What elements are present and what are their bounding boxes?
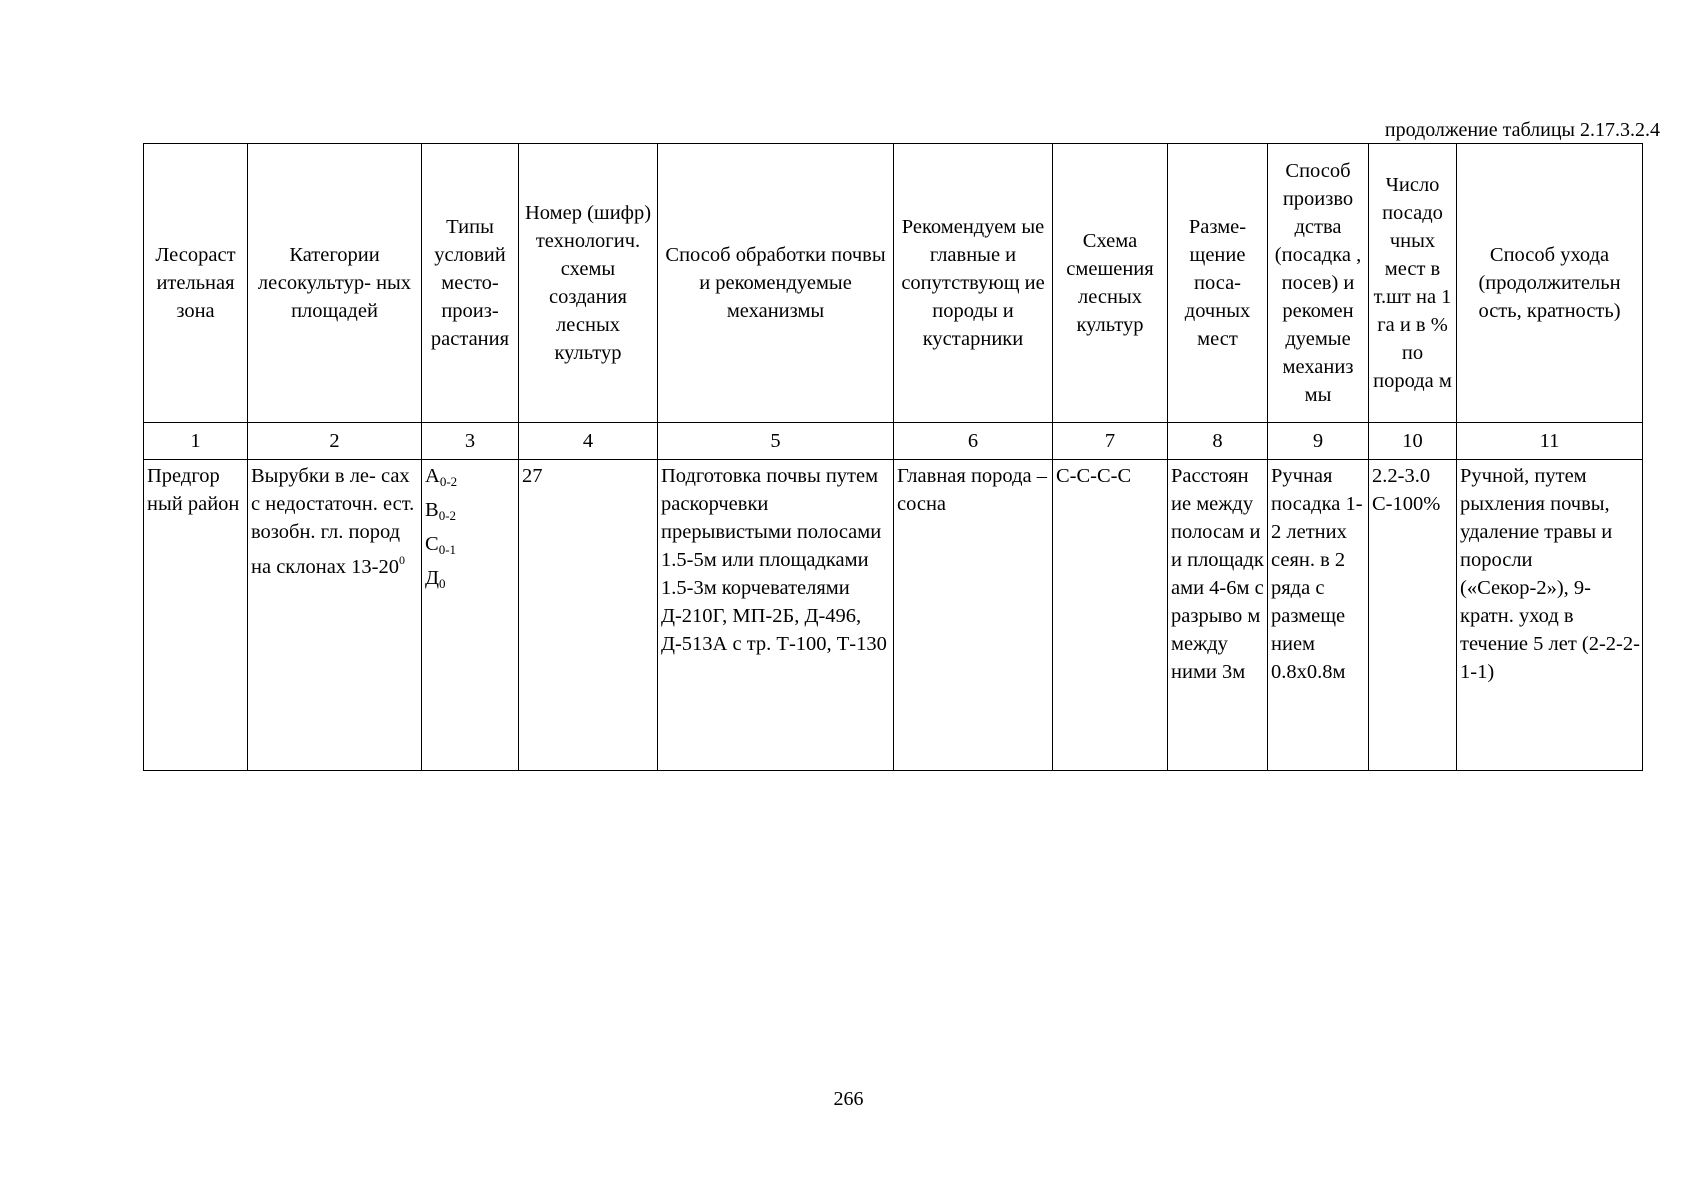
category-degree: 0 (399, 553, 406, 567)
column-number: 9 (1268, 423, 1369, 460)
page-number: 266 (833, 1088, 864, 1110)
column-number: 2 (248, 423, 422, 460)
species-cell: Главная порода – сосна (894, 460, 1053, 771)
column-number: 6 (894, 423, 1053, 460)
header-row (144, 144, 1643, 423)
header-cell: Число посадо чных мест в т.шт на 1 га и в % по порода м (1369, 144, 1457, 423)
table-row (144, 460, 1643, 771)
site-type: $В_{0-2}$ (425, 499, 457, 523)
column-number: 10 (1369, 423, 1457, 460)
production-method-cell: Ручная посадка 1-2 летних сеян. в 2 ряда с размеще нием 0.8х0.8м (1268, 460, 1369, 771)
header-cell: Способ ухода (продолжительн ость, кратность) (1457, 144, 1643, 423)
header-cell: Лесораст ительная зона (144, 144, 248, 423)
header-cell: Схема смешения лесных культур (1053, 144, 1168, 423)
column-number: 11 (1457, 423, 1643, 460)
site-type: $Д_0$ (425, 567, 446, 591)
density-cell: 2.2-3.0 С-100% (1369, 460, 1457, 771)
column-number: 1 (144, 423, 248, 460)
column-number: 4 (519, 423, 658, 460)
header-cell: Способ произво дства (посадка , посев) и рекомен дуемые механиз мы (1268, 144, 1369, 423)
category-text: Вырубки в ле- сах с недостаточн. ест. возобн. гл. пород на склонах 13-20 (251, 465, 415, 578)
forest-culture-table (143, 143, 1643, 771)
column-number: 8 (1168, 423, 1268, 460)
column-number: 7 (1053, 423, 1168, 460)
header-cell: Номер (шифр) технологич. схемы создания лесных культур (519, 144, 658, 423)
mix-scheme-cell: С-С-С-С (1053, 460, 1168, 771)
header-cell: Категории лесокультур- ных площадей (248, 144, 422, 423)
header-cell: Разме- щение поса- дочных мест (1168, 144, 1268, 423)
scheme-number-cell: 27 (519, 460, 658, 771)
column-number-row (144, 423, 1643, 460)
placement-cell: Расстоян ие между полосам и и площадк ами 4-6м с разрыво м между ними 3м (1168, 460, 1268, 771)
site-types-cell (422, 460, 519, 771)
site-type: $С_{0-1}$ (425, 533, 457, 557)
site-type: $А_{0-2}$ (425, 465, 458, 489)
category-cell (248, 460, 422, 771)
header-cell: Типы условий место- произ- растания (422, 144, 519, 423)
zone-cell: Предгор ный район (144, 460, 248, 771)
care-cell: Ручной, путем рыхления почвы, удаление травы и поросли («Секор-2»), 9-кратн. уход в течение 5 лет (2-2-2-1-1) (1457, 460, 1643, 771)
header-cell: Способ обработки почвы и рекомендуемые механизмы (658, 144, 894, 423)
column-number: 5 (658, 423, 894, 460)
soil-method-cell: Подготовка почвы путем раскорчевки прерывистыми полосами 1.5-5м или площадками 1.5-3м корчевателями Д-210Г, МП-2Б, Д-496, Д-513А с тр. Т-100, Т-130 (658, 460, 894, 771)
header-cell: Рекомендуем ые главные и сопутствующ ие породы и кустарники (894, 144, 1053, 423)
table-caption: продолжение таблицы 2.17.3.2.4 (1384, 119, 1660, 141)
column-number: 3 (422, 423, 519, 460)
